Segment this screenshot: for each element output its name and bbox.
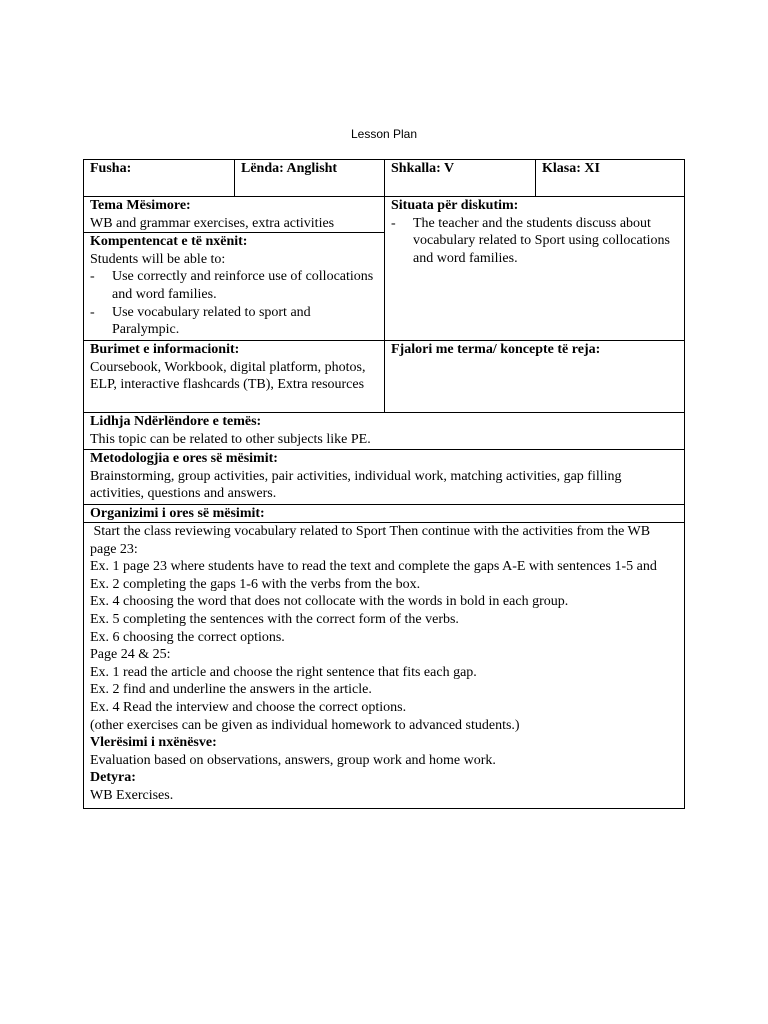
organizimi-body-row <box>83 522 685 809</box>
tema-section <box>90 197 378 232</box>
situata-label: Situata për diskutim: <box>391 198 519 213</box>
klasa-cell: Klasa: XI <box>535 160 684 196</box>
burimet-text: Coursebook, Workbook, digital platform, photos, ELP, interactive flashcards (TB), Extra resources <box>90 359 366 393</box>
tema-label: Tema Mësimore: <box>90 198 191 213</box>
vleresimi-label: Vlerësimi i nxënësve: <box>90 735 217 751</box>
organizimi-line: Ex. 2 find and underline the answers in the article. <box>90 682 372 698</box>
situata-cell <box>384 197 684 340</box>
lidhja-row <box>83 412 685 449</box>
left-column <box>84 197 384 340</box>
organizimi-label: Organizimi i ores së mësimit: <box>90 506 265 521</box>
tema-situata-row <box>83 196 685 340</box>
organizimi-line: (other exercises can be given as individual homework to advanced students.) <box>90 717 520 733</box>
metodologjia-label: Metodologjia e ores së mësimit: <box>90 451 278 466</box>
lesson-plan-table <box>83 159 685 809</box>
burimet-label: Burimet e informacionit: <box>90 342 240 357</box>
metodologjia-text: Brainstorming, group activities, pair activities, individual work, matching activities, gap filling activities, questions and answers. <box>90 468 622 502</box>
kompetencat-intro: Students will be able to: <box>90 251 226 267</box>
organizimi-line: Ex. 1 read the article and choose the right sentence that fits each gap. <box>90 664 477 680</box>
organizimi-label-row <box>83 504 685 522</box>
organizimi-line: Ex. 5 completing the sentences with the correct form of the verbs. <box>90 611 459 627</box>
page-title: Lesson Plan <box>350 127 418 141</box>
organizimi-line: Ex. 4 choosing the word that does not collocate with the words in bold in each group. <box>90 594 569 610</box>
organizimi-line: Ex. 6 choosing the correct options. <box>90 629 285 645</box>
list-item: - Use vocabulary related to sport and Paralympic. <box>90 304 378 339</box>
fjalori-cell <box>384 341 684 412</box>
vleresimi-text: Evaluation based on observations, answers, group work and home work. <box>90 752 496 768</box>
lidhja-cell <box>84 413 684 449</box>
shkalla-cell: Shkalla: V <box>384 160 535 196</box>
situata-list <box>391 215 678 268</box>
tema-text: WB and grammar exercises, extra activities <box>90 215 335 231</box>
lidhja-label: Lidhja Ndërlëndore e temës: <box>90 414 262 429</box>
organizimi-line: Start the class reviewing vocabulary related to Sport Then continue with the activities from the WB page 23: <box>90 524 654 557</box>
detyra-text: WB Exercises. <box>90 787 174 803</box>
metodologjia-cell <box>84 450 684 504</box>
kompetencat-list <box>90 268 378 338</box>
organizimi-line: Ex. 1 page 23 where students have to read the text and complete the gaps A-E with sentences 1-5 and Ex. 2 completing the gaps 1-6 with the verbs from the box. <box>90 559 657 592</box>
fjalori-label: Fjalori me terma/ koncepte të reja: <box>391 342 601 357</box>
organizimi-cell <box>84 523 684 808</box>
list-item: - Use correctly and reinforce use of collocations and word families. <box>90 268 378 303</box>
organizimi-line: Page 24 & 25: <box>90 647 171 663</box>
organizimi-line: Ex. 4 Read the interview and choose the correct options. <box>90 699 407 715</box>
lenda-cell: Lënda: Anglisht <box>234 160 384 196</box>
burimet-cell <box>84 341 384 412</box>
kompetencat-section <box>84 232 384 339</box>
lidhja-text: This topic can be related to other subjects like PE. <box>90 431 371 447</box>
detyra-label: Detyra: <box>90 770 136 786</box>
header-row <box>83 159 685 196</box>
metodologjia-row <box>83 449 685 504</box>
kompetencat-label: Kompentencat e të nxënit: <box>90 234 248 250</box>
burimet-fjalori-row <box>83 340 685 412</box>
list-item: - The teacher and the students discuss about vocabulary related to Sport using collocations and word families. <box>391 215 678 268</box>
fusha-cell: Fusha: <box>90 161 132 176</box>
